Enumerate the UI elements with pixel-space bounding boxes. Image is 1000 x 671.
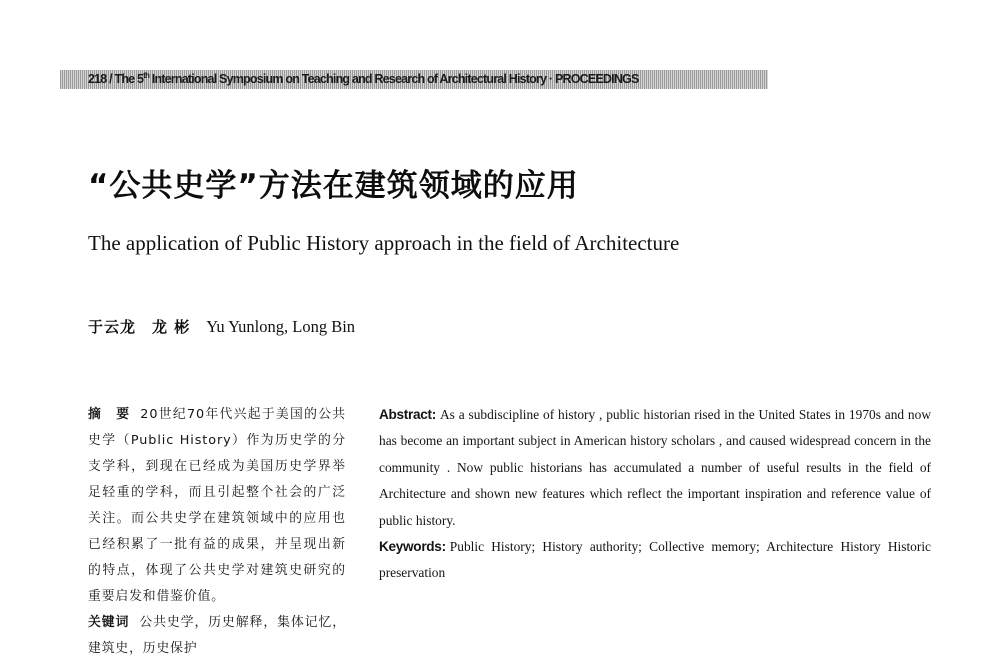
keywords-chinese-text: 公共史学，历史解释，集体记忆，建筑史，历史保护 xyxy=(88,615,347,656)
keywords-english-paragraph xyxy=(379,534,931,587)
abstract-english-label: Abstract: xyxy=(379,407,436,422)
paper-title-chinese: “公共史学”方法在建筑领域的应用 xyxy=(88,168,579,204)
authors-english: Yu Yunlong, Long Bin xyxy=(206,317,356,336)
abstract-chinese xyxy=(88,402,346,662)
abstract-english-paragraph xyxy=(379,402,931,534)
abstract-chinese-paragraph xyxy=(88,402,346,610)
running-header xyxy=(88,71,639,88)
page-number: 218 xyxy=(88,72,107,86)
abstract-chinese-label: 摘 要 xyxy=(88,407,131,422)
keywords-english-text: Public History; History authority; Collective memory; Architecture History Historic preservation xyxy=(379,539,931,581)
abstract-english-text: As a subdiscipline of history , public historian rised in the United States in 1970s and now has become an important subject in American history scholars , and caused widespread concern in the community . Now public historians has accumulated a number of useful results in the field of Architecture and shown new features which reflect the important inspiration and reference value of public history. xyxy=(379,407,931,528)
paper-title-english: The application of Public History approach in the field of Architecture xyxy=(88,231,680,255)
running-header-superscript: th xyxy=(143,70,150,80)
abstract-english xyxy=(379,402,931,587)
keywords-chinese-label: 关键词 xyxy=(88,615,130,630)
abstract-chinese-text: 20世纪70年代兴起于美国的公共史学（Public History）作为历史学的分支学科，到现在已经成为美国历史学界举足轻重的学科，而且引起整个社会的广泛关注。而公共史学在建筑领域中的应用也已经积累了一批有益的成果，并呈现出新的特点，体现了公共史学对建筑史研究的重要启发和借鉴价值。 xyxy=(88,407,347,604)
running-header-rest: International Symposium on Teaching and Research of Architectural History · PROCEEDINGS xyxy=(149,72,639,86)
keywords-english-label: Keywords: xyxy=(379,539,446,555)
authors-chinese: 于云龙 龙 彬 xyxy=(88,318,191,336)
keywords-chinese-paragraph xyxy=(88,610,346,662)
running-header-band xyxy=(60,70,768,89)
authors xyxy=(88,315,355,340)
running-header-prefix: / The 5 xyxy=(106,72,144,86)
